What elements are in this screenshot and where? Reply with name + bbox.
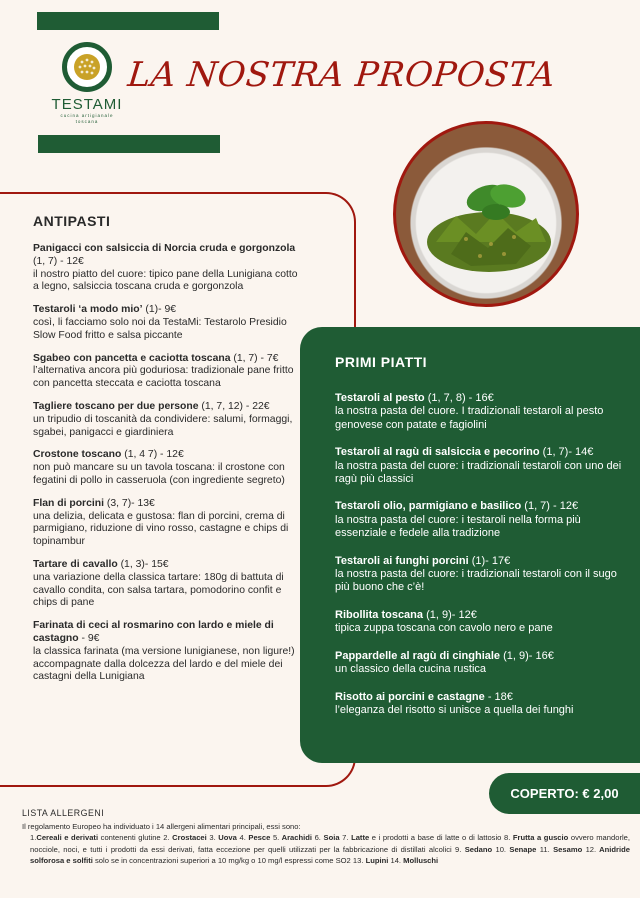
allergen-note: solo se in concentrazioni superiori a 10 mg/kg o 10 mg/l espressi come SO2 (92, 855, 353, 865)
antipasti-section (33, 213, 301, 694)
brand-name: TESTAMI (51, 96, 123, 113)
antipasto-item (33, 401, 301, 439)
pasta-illustration-icon (396, 124, 579, 307)
dish-description: un tripudio di toscanità da condividere: salumi, formaggi, sgabei, panigacci e giardiniera (33, 413, 293, 438)
dish-name: Flan di porcini (33, 497, 105, 509)
brand-logo (50, 42, 124, 125)
dish-name: Testaroli olio, parmigiano e basilico (335, 500, 522, 513)
antipasto-item (33, 449, 301, 487)
dish-price: (1, 7, 8) - 16€ (424, 392, 494, 404)
page-title: LA NOSTRA PROPOSTA (125, 55, 558, 95)
allergen-name: Pesce (245, 833, 271, 843)
primo-item (335, 609, 625, 636)
antipasti-title: ANTIPASTI (33, 213, 111, 229)
allergen-name: Frutta a guscio (510, 833, 569, 843)
primo-item (335, 650, 625, 677)
dish-name: Testaroli al ragù di salsiccia e pecorino (335, 446, 540, 459)
antipasto-item (33, 243, 301, 294)
dish-name: Sgabeo con pancetta e caciotta toscana (33, 352, 231, 364)
top-decor-bar (37, 12, 219, 30)
dish-description: tipica zuppa toscana con cavolo nero e pane (335, 622, 553, 635)
dish-name: Testaroli ai funghi porcini (335, 554, 469, 567)
antipasto-item (33, 304, 301, 342)
allergen-note: ovvero mandorle, nocciole, noci, e tutti i prodotti da essi derivati, fatta eccezione per quelli utilizzati per la fabbricazione di distillati alcolici (30, 833, 630, 854)
primo-item (335, 392, 625, 432)
allergen-number: 5. (272, 833, 280, 843)
dish-name: Farinata di ceci al rosmarino con lardo e miele di castagno (33, 620, 274, 644)
allergen-name: Cereali e derivati (36, 833, 99, 843)
allergen-number: 7. (342, 833, 349, 843)
dish-description: la nostra pasta del cuore: i tradizionali testaroli con il sugo più buono che c’è! (335, 568, 617, 594)
dish-description: l’eleganza del risotto si unisce a quella dei funghi (335, 703, 574, 716)
allergen-number: 2. (163, 833, 170, 843)
dish-price: (1, 4 7) - 12€ (121, 449, 184, 461)
allergen-name: Sesamo (549, 844, 583, 854)
allergen-number: 12. (585, 844, 597, 854)
allergen-name: Latte (348, 833, 370, 843)
dish-name: Risotto ai porcini e castagne (335, 690, 485, 703)
dish-price: (1, 9)- 16€ (500, 649, 554, 662)
allergen-number: 9. (455, 844, 462, 854)
antipasto-item (33, 620, 301, 684)
allergen-intro: Il regolamento Europeo ha individuato i 14 allergeni alimentari principali, essi sono: (22, 822, 301, 832)
allergen-number: 4. (239, 833, 246, 843)
allergen-number: 11. (539, 844, 550, 854)
dish-price: (3, 7)- 13€ (104, 497, 155, 509)
dish-price: (1, 3)- 15€ (117, 558, 169, 570)
brand-subtitle: cucina artigianale toscana (60, 113, 114, 124)
allergen-number: 6. (314, 833, 321, 843)
dish-price: (1, 9)- 12€ (423, 608, 477, 621)
primi-section (335, 354, 625, 731)
allergen-title: LISTA ALLERGENI (22, 808, 105, 818)
dish-name: Tagliere toscano per due persone (33, 400, 199, 412)
allergen-number: 10. (495, 844, 507, 854)
dish-price: - 18€ (484, 690, 513, 703)
allergen-number: 8. (503, 833, 511, 843)
allergen-name: Senape (506, 844, 537, 854)
dish-price: (1, 7) - 7€ (230, 352, 279, 364)
dish-description: la nostra pasta del cuore: i tradizionali testaroli con uno dei ragù più classici (335, 459, 622, 486)
allergen-note: contenenti glutine (98, 833, 164, 843)
dish-name: Ribollita toscana (335, 608, 424, 621)
dish-description: così, li facciamo solo noi da TestaMi: Testarolo Presidio Slow Food fritto e salsa piccante (33, 316, 287, 341)
allergen-number: 1. (30, 833, 37, 843)
dish-description: la nostra pasta del cuore: i testaroli nella forma più essenziale e fedele alla tradizione (335, 513, 581, 540)
dish-price: (1)- 9€ (142, 304, 177, 316)
allergen-number: 14. (390, 855, 402, 865)
allergen-list (22, 808, 630, 866)
allergen-items (22, 832, 630, 866)
allergen-number: 13. (352, 855, 364, 865)
dish-photo (393, 121, 579, 307)
coperto-badge: COPERTO: € 2,00 (489, 773, 640, 814)
dish-description: la classica farinata (ma versione lunigianese, non ligure!) accompagnate dalla dolcezza del lardo e del miele dei castagni della Lunigiana (33, 645, 295, 683)
dish-price: (1, 7) - 12€ (521, 500, 579, 513)
dish-description: non può mancare su un tavola toscana: il crostone con fegatini di pollo in casseruola (con ingrediente segreto) (33, 462, 285, 486)
dish-price: (1, 7) - 12€ (33, 255, 84, 267)
dish-name: Panigacci con salsiccia di Norcia cruda e gorgonzola (33, 243, 296, 254)
allergen-name: Uova (215, 833, 237, 843)
dish-name: Testaroli al pesto (335, 392, 425, 404)
primo-item (335, 691, 625, 718)
dish-name: Testaroli ‘a modo mio’ (33, 304, 143, 316)
allergen-name: Anidride solforosa e solfiti (30, 844, 630, 865)
dish-name: Tartare di cavallo (33, 558, 118, 570)
dish-price: - 9€ (78, 632, 100, 644)
dish-name: Pappardelle al ragù di cinghiale (335, 649, 501, 662)
antipasto-item (33, 498, 301, 549)
dish-price: (1)- 17€ (468, 554, 511, 567)
dish-price: (1, 7)- 14€ (539, 446, 594, 459)
antipasto-item (33, 559, 301, 610)
allergen-name: Arachidi (279, 833, 312, 843)
allergen-name: Lupini (363, 855, 389, 865)
allergen-name: Crostacei (169, 833, 207, 843)
primo-item (335, 555, 625, 595)
allergen-name: Sedano (461, 844, 493, 854)
dish-description: una delizia, delicata e gustosa: flan di porcini, crema di parmigiano, riduzione di vino rosso, castagne e chips di topinambur (33, 510, 289, 548)
primi-title: PRIMI PIATTI (335, 354, 428, 370)
dish-name: Crostone toscano (33, 449, 122, 461)
dish-price: (1, 7, 12) - 22€ (198, 400, 270, 412)
allergen-name: Molluschi (401, 855, 439, 865)
dish-description: un classico della cucina rustica (335, 663, 487, 676)
allergen-number: 3. (209, 833, 216, 843)
dish-description: il nostro piatto del cuore: tipico pane della Lunigiana cotto a legno, salsiccia toscana cruda e gorgonzola (33, 268, 298, 293)
antipasto-item (33, 353, 301, 391)
allergen-note: e i prodotti a base di latte o di lattosio (369, 833, 504, 843)
dish-description: una variazione della classica tartare: 180g di battuta di cavallo condita, con salsa tartara, pomodorino confit e chips di pane (33, 571, 284, 609)
allergen-name: Soia (320, 833, 340, 843)
bottom-decor-bar (38, 135, 220, 153)
primo-item (335, 446, 625, 486)
logo-emblem-icon (62, 42, 112, 92)
primo-item (335, 500, 625, 540)
dish-description: l’alternativa ancora più goduriosa: tradizionale pane fritto con pancetta steccata e caciotta toscana (33, 365, 294, 390)
dish-description: la nostra pasta del cuore. I tradizionali testaroli al pesto genovese con patate e fagiolini (335, 405, 604, 431)
